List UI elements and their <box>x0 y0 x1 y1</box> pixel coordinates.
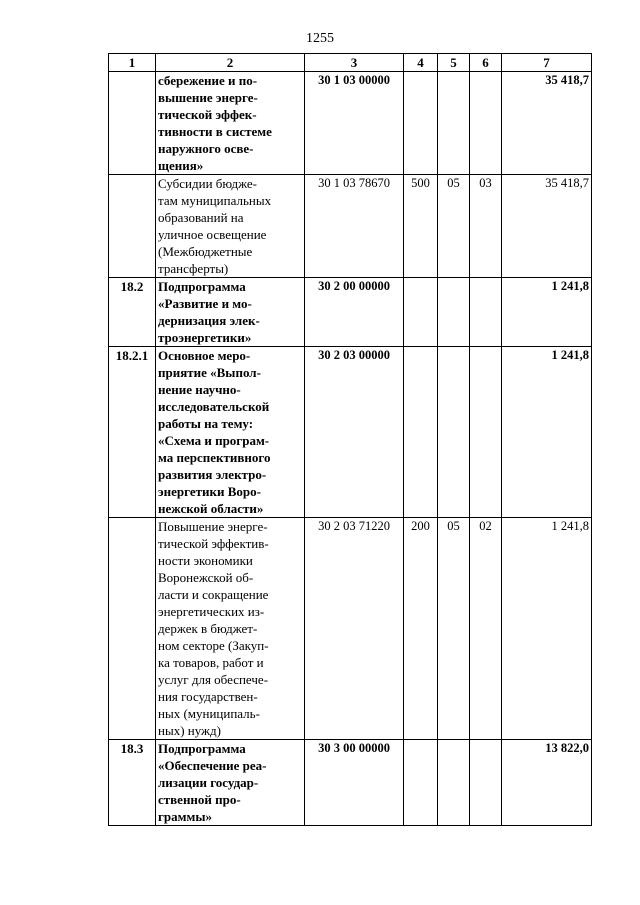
budget-code-cell: 30 2 03 00000 <box>305 347 404 518</box>
page-number: 1255 <box>306 31 334 46</box>
column-header: 3 <box>305 54 404 72</box>
row-name-cell <box>156 72 305 175</box>
amount-cell: 13 822,0 <box>502 740 592 826</box>
row-name-line: ности экономики <box>158 553 253 568</box>
column-header: 6 <box>470 54 502 72</box>
budget-table <box>108 53 592 826</box>
row-number-cell <box>109 175 156 278</box>
expense-type-cell <box>404 278 438 347</box>
section-cell <box>438 347 470 518</box>
row-name-cell <box>156 518 305 740</box>
row-name-line: ственной про- <box>158 792 241 807</box>
subsection-cell <box>470 347 502 518</box>
row-name-line: образований на <box>158 210 244 225</box>
amount-cell: 1 241,8 <box>502 518 592 740</box>
row-name-line: щения» <box>158 158 204 173</box>
row-name-line: Воронежской об- <box>158 570 254 585</box>
budget-code-cell: 30 2 03 71220 <box>305 518 404 740</box>
row-name-line: работы на тему: <box>158 416 254 431</box>
row-name-line: Подпрограмма <box>158 741 246 756</box>
row-name-line: «Обеспечение реа- <box>158 758 267 773</box>
column-header: 7 <box>502 54 592 72</box>
column-header: 1 <box>109 54 156 72</box>
row-name-line: наружного осве- <box>158 141 254 156</box>
row-name-line: вышение энерге- <box>158 90 258 105</box>
row-name-line: Субсидии бюдже- <box>158 176 257 191</box>
row-name-line: (Межбюджетные <box>158 244 253 259</box>
row-number-cell <box>109 72 156 175</box>
table-row <box>109 740 592 826</box>
column-header: 4 <box>404 54 438 72</box>
row-name-line: энергетических из- <box>158 604 265 619</box>
table-row <box>109 518 592 740</box>
subsection-cell <box>470 72 502 175</box>
row-number-cell: 18.3 <box>109 740 156 826</box>
row-name-line: ма перспективного <box>158 450 271 465</box>
section-cell <box>438 72 470 175</box>
row-name-line: «Схема и програм- <box>158 433 270 448</box>
expense-type-cell: 200 <box>404 518 438 740</box>
expense-type-cell <box>404 740 438 826</box>
header-row <box>109 54 592 72</box>
budget-code-cell: 30 3 00 00000 <box>305 740 404 826</box>
subsection-cell: 03 <box>470 175 502 278</box>
row-number-cell: 18.2 <box>109 278 156 347</box>
section-cell <box>438 740 470 826</box>
row-name-line: сбережение и по- <box>158 73 258 88</box>
row-name-line: ния государствен- <box>158 689 258 704</box>
table-row <box>109 72 592 175</box>
row-name-line: ных (муниципаль- <box>158 706 260 721</box>
row-name-line: ласти и сокращение <box>158 587 269 602</box>
row-name-line: энергетики Воро- <box>158 484 261 499</box>
row-name-line: Подпрограмма <box>158 279 246 294</box>
row-name-cell <box>156 347 305 518</box>
expense-type-cell <box>404 347 438 518</box>
table-row <box>109 347 592 518</box>
budget-code-cell: 30 2 00 00000 <box>305 278 404 347</box>
row-name-line: троэнергетики» <box>158 330 252 345</box>
row-name-line: ном секторе (Закуп- <box>158 638 269 653</box>
row-name-line: ка товаров, работ и <box>158 655 264 670</box>
table-row <box>109 175 592 278</box>
row-name-cell <box>156 175 305 278</box>
row-name-line: исследовательской <box>158 399 270 414</box>
column-header: 2 <box>156 54 305 72</box>
budget-code-cell: 30 1 03 78670 <box>305 175 404 278</box>
row-name-cell <box>156 740 305 826</box>
row-name-line: трансферты) <box>158 261 229 276</box>
row-name-cell <box>156 278 305 347</box>
section-cell: 05 <box>438 518 470 740</box>
table-body <box>109 72 592 826</box>
row-number-cell: 18.2.1 <box>109 347 156 518</box>
subsection-cell <box>470 740 502 826</box>
subsection-cell: 02 <box>470 518 502 740</box>
row-number-cell <box>109 518 156 740</box>
row-name-line: тической эффектив- <box>158 536 269 551</box>
row-name-line: Основное меро- <box>158 348 251 363</box>
row-name-line: уличное освещение <box>158 227 267 242</box>
row-name-line: услуг для обеспече- <box>158 672 269 687</box>
row-name-line: ных) нужд) <box>158 723 221 738</box>
expense-type-cell: 500 <box>404 175 438 278</box>
row-name-line: «Развитие и мо- <box>158 296 252 311</box>
row-name-line: нежской области» <box>158 501 264 516</box>
row-name-line: приятие «Выпол- <box>158 365 261 380</box>
row-name-line: нение научно- <box>158 382 241 397</box>
column-header: 5 <box>438 54 470 72</box>
budget-code-cell: 30 1 03 00000 <box>305 72 404 175</box>
amount-cell: 35 418,7 <box>502 72 592 175</box>
table-row <box>109 278 592 347</box>
row-name-line: дернизация элек- <box>158 313 260 328</box>
row-name-line: тической эффек- <box>158 107 257 122</box>
subsection-cell <box>470 278 502 347</box>
row-name-line: тивности в системе <box>158 124 272 139</box>
row-name-line: держек в бюджет- <box>158 621 258 636</box>
row-name-line: Повышение энерге- <box>158 519 268 534</box>
row-name-line: развития электро- <box>158 467 267 482</box>
row-name-line: там муниципальных <box>158 193 272 208</box>
row-name-line: граммы» <box>158 809 212 824</box>
amount-cell: 35 418,7 <box>502 175 592 278</box>
expense-type-cell <box>404 72 438 175</box>
amount-cell: 1 241,8 <box>502 278 592 347</box>
row-name-line: лизации государ- <box>158 775 259 790</box>
amount-cell: 1 241,8 <box>502 347 592 518</box>
section-cell: 05 <box>438 175 470 278</box>
section-cell <box>438 278 470 347</box>
